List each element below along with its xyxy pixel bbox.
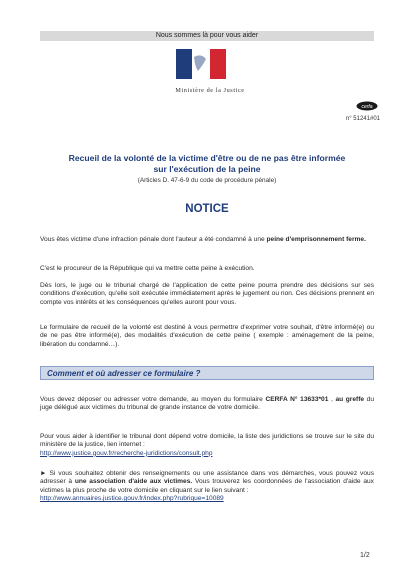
section-title: Comment et où adresser ce formulaire ? bbox=[47, 369, 201, 378]
s1-text-e: du juge délégué aux victimes du tribunal de grande instance de votre domicile. bbox=[40, 396, 374, 412]
greffe-text: au greffe bbox=[335, 396, 365, 403]
section-paragraph-2 bbox=[40, 433, 374, 458]
paragraph-1-text: Vous êtes victime d'une infraction pénale dont l'auteur a été condamné à une bbox=[40, 236, 267, 243]
s1-text-a: Vous devez déposer ou adresser votre demande, au moyen du formulaire bbox=[40, 396, 266, 403]
paragraph-1-bold: peine d'emprisonnement ferme. bbox=[266, 236, 366, 243]
cerfa-logo bbox=[356, 101, 378, 111]
s2-text: Pour vous aider à identifier le tribunal dont dépend votre domicile, la liste des juridictions se trouve sur le site du ministère de la justice, lien internet : bbox=[40, 433, 374, 449]
paragraph-3: Dès lors, le juge ou le tribunal chargé de l'application de cette peine pourra prendre des décisions sur ses conditions d'exécution, qu'elle soit exécutée immédiatement après le jugement ou non. Ces décisions prennent en compte vos intérêts et les conséquences qu'elles auront pour vous. bbox=[40, 282, 374, 306]
form-number: n° 51241#01 bbox=[345, 116, 380, 122]
marianne-logo bbox=[176, 49, 226, 79]
cerfa-reference: CERFA N° 13633*01 bbox=[265, 396, 329, 403]
section-paragraph-3 bbox=[40, 470, 374, 504]
s3-text-a: ► Si vous souhaitez obtenir des renseignements ou une assistance dans vos démarches, vous pouvez vous adresser à bbox=[40, 470, 374, 486]
s1-text-c: , bbox=[328, 396, 336, 403]
s3-text-c: Vous trouverez les coordonnées de l'association d'aide aux victimes la plus proche de votre domicile en cliquant sur le lien suivant : bbox=[40, 478, 374, 494]
title-line-1: Recueil de la volonté de la victime d'être ou de ne pas être informée bbox=[68, 153, 346, 163]
paragraph-1 bbox=[40, 236, 374, 244]
juridictions-link[interactable]: http://www.justice.gouv.fr/recherche-juridictions/consult.php bbox=[40, 449, 213, 457]
header-banner: Nous sommes là pour vous aider bbox=[40, 31, 374, 41]
page-number: 1/2 bbox=[360, 552, 370, 559]
paragraph-4: Le formulaire de recueil de la volonté est destiné à vous permettre d'exprimer votre souhait, d'être informé(e) ou de ne pas être informé(e), des modalités d'exécution de cette peine ( exemple : aménagement de la peine, libération du condamné…). bbox=[40, 324, 374, 348]
paragraph-2: C'est le procureur de la République qui va mettre cette peine à exécution. bbox=[40, 265, 255, 272]
notice-heading: NOTICE bbox=[185, 203, 229, 215]
section-header bbox=[40, 366, 374, 380]
svg-text:cerfa: cerfa bbox=[361, 104, 373, 110]
section-paragraph-1 bbox=[40, 396, 374, 413]
articles-reference: (Articles D. 47-6-9 du code de procédure pénale) bbox=[137, 177, 277, 184]
title-line-2: sur l'exécution de la peine bbox=[153, 164, 261, 174]
page-title bbox=[40, 153, 374, 175]
association-text: une association d'aide aux victimes. bbox=[74, 478, 193, 486]
ministry-name: Ministère de la Justice bbox=[175, 87, 245, 94]
annuaire-link[interactable]: http://www.annuaires.justice.gouv.fr/index.php?rubrique=10089 bbox=[40, 495, 224, 503]
